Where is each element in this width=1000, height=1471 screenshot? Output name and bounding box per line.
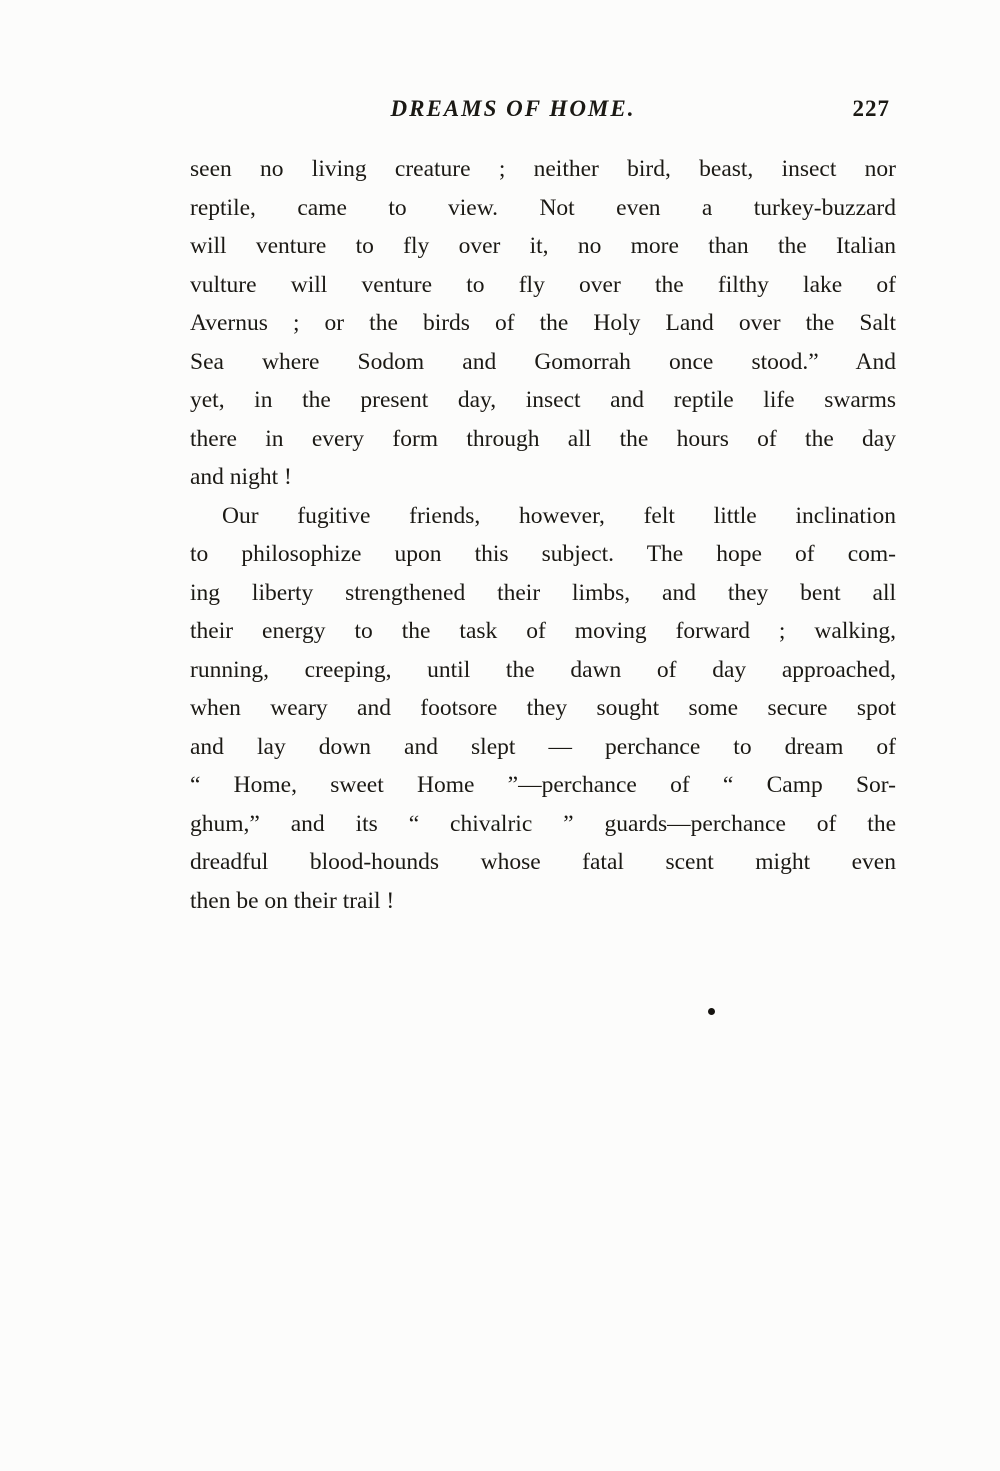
text-line: ing liberty strengthened their limbs, and they bent all: [190, 579, 896, 606]
paragraph: [190, 497, 896, 921]
text-line: and lay down and slept — perchance to dream of: [190, 733, 896, 760]
text-line: running, creeping, until the dawn of day approached,: [190, 656, 896, 683]
page-header: [190, 96, 896, 128]
page-body: [190, 150, 896, 920]
text-line: their energy to the task of moving forward ; walking,: [190, 618, 896, 644]
text-line: ghum,” and its “ chivalric ” guards—perchance of the: [190, 810, 896, 837]
text-line: dreadful blood-hounds whose fatal scent might even: [190, 849, 896, 875]
text-line: Avernus ; or the birds of the Holy Land over the Salt: [190, 310, 896, 336]
text-line: Our fugitive friends, however, felt little inclination: [222, 502, 896, 529]
text-line: then be on their trail !: [190, 887, 395, 914]
text-line: when weary and footsore they sought some secure spot: [190, 695, 896, 721]
text-line: “ Home, sweet Home ”—perchance of “ Camp Sor-: [190, 772, 896, 798]
page-number: 227: [852, 96, 890, 121]
text-line: there in every form through all the hours of the day: [190, 425, 896, 452]
text-line: Sea where Sodom and Gomorrah once stood.” And: [190, 348, 896, 375]
text-line: to philosophize upon this subject. The hope of com-: [190, 541, 896, 567]
text-line: reptile, came to view. Not even a turkey-buzzard: [190, 194, 896, 221]
text-line: seen no living creature ; neither bird, beast, insect nor: [190, 156, 896, 182]
text-line: and night !: [190, 464, 292, 490]
paragraph: [190, 150, 896, 497]
text-line: yet, in the present day, insect and reptile life swarms: [190, 387, 896, 413]
running-title: DREAMS OF HOME.: [390, 96, 636, 121]
text-line: vulture will venture to fly over the filthy lake of: [190, 271, 896, 298]
ink-dot: [708, 1008, 715, 1015]
text-line: will venture to fly over it, no more than the Italian: [190, 233, 896, 259]
